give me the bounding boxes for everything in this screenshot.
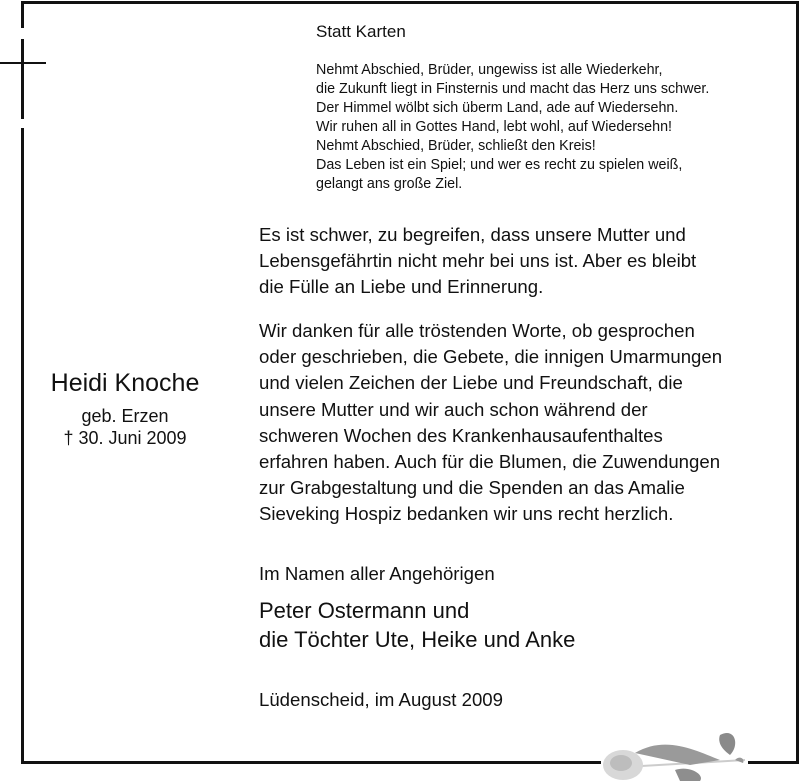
signatory-line: Peter Ostermann und: [259, 598, 470, 623]
paragraph-1: [259, 222, 696, 301]
text-line: Es ist schwer, zu begreifen, dass unsere Mutter und: [259, 224, 686, 245]
deceased-name: Heidi Knoche: [50, 369, 200, 397]
border-left-upper: [21, 1, 24, 28]
border-bottom-left: [21, 761, 601, 764]
text-line: oder geschrieben, die Gebete, die innigen Umarmungen: [259, 346, 723, 368]
text-line: zur Grabgestaltung und die Spenden an das Amalie: [259, 477, 685, 499]
text-line: unsere Mutter und wir auch schon während der: [259, 398, 648, 420]
text-line: erfahren haben. Auch für die Blumen, die Zuwendungen: [259, 451, 721, 473]
poem-line: Wir ruhen all in Gottes Hand, lebt wohl, auf Wiedersehn!: [316, 119, 673, 135]
text-line: die Fülle an Liebe und Erinnerung.: [259, 276, 544, 298]
border-bottom-right: [748, 761, 799, 764]
text-line: und vielen Zeichen der Liebe und Freundschaft, die: [259, 372, 683, 394]
poem: [316, 61, 709, 194]
border-top: [22, 1, 799, 4]
death-date: † 30. Juni 2009: [63, 428, 187, 448]
poem-line: die Zukunft liegt in Finsternis und macht das Herz uns schwer.: [316, 81, 710, 97]
signatories: [259, 596, 575, 654]
poem-line: Das Leben ist ein Spiel; und wer es recht zu spielen weiß,: [316, 157, 683, 173]
poem-line: gelangt ans große Ziel.: [316, 176, 463, 192]
text-line: Sieveking Hospiz bedanken wir uns recht herzlich.: [259, 503, 674, 525]
border-right: [796, 1, 799, 764]
closing: Im Namen aller Angehörigen: [259, 563, 495, 584]
paragraph-2: [259, 318, 722, 528]
rose-icon: [595, 715, 755, 781]
text-line: schweren Wochen des Krankenhausaufenthaltes: [259, 424, 663, 446]
text-line: Lebensgefährtin nicht mehr bei uns ist. Aber es bleibt: [259, 250, 697, 272]
place-date: Lüdenscheid, im August 2009: [259, 689, 503, 710]
birth-name: geb. Erzen: [81, 406, 169, 426]
deceased-block: [25, 367, 225, 449]
border-left-lower: [21, 128, 24, 764]
signatory-line: die Töchter Ute, Heike und Anke: [259, 627, 576, 652]
poem-line: Nehmt Abschied, Brüder, ungewiss ist alle Wiederkehr,: [316, 62, 663, 78]
poem-line: Der Himmel wölbt sich überm Land, ade auf Wiedersehn.: [316, 100, 679, 116]
heading: Statt Karten: [316, 22, 406, 41]
text-line: Wir danken für alle tröstenden Worte, ob gesprochen: [259, 320, 695, 341]
poem-line: Nehmt Abschied, Brüder, schließt den Kreis!: [316, 138, 596, 154]
